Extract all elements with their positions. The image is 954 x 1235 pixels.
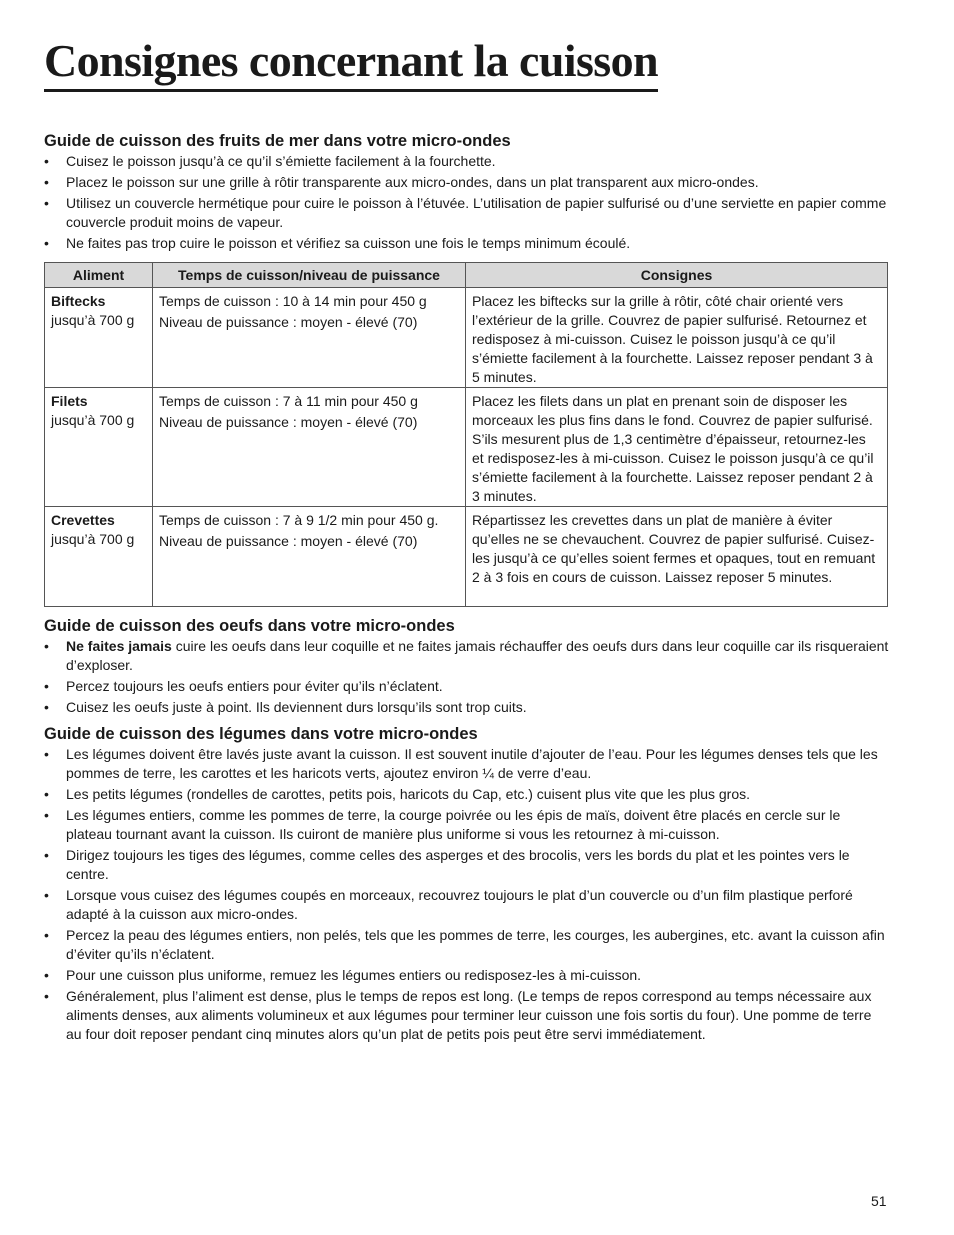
table-row <box>45 388 888 507</box>
bullet-dot: • <box>44 887 49 903</box>
list-item: • Utilisez un couvercle hermétique pour cuire le poisson à l’étuvée. L’utilisation de papier sulfurisé ou d’une serviette en papier comme couvercle produit moins de vapeur. <box>44 195 887 230</box>
list-item: • Lorsque vous cuisez des légumes coupés en morceaux, recouvrez toujours le plat d’un couvercle ou d’un film plastique perforé adapté à la cuisson aux micro-ondes. <box>44 887 853 922</box>
instructions-cell: Répartissez les crevettes dans un plat de manière à éviter qu’elles ne se chevauchent. Couvrez de papier sulfurisé. Cuisez-les jusqu’à ce qu’elles soient fermes et opaques, tout en remuant 2 à 3 fois en cours de cuisson. Laissez reposer 5 minutes. <box>466 507 888 607</box>
list-item: • Pour une cuisson plus uniforme, remuez les légumes entiers ou redisposez-les à mi-cuisson. <box>44 967 642 983</box>
bullet-dot: • <box>44 235 49 251</box>
seafood-cooking-table <box>44 262 888 607</box>
table-row <box>45 507 888 607</box>
seafood-bullet-list <box>44 152 890 255</box>
bullet-dot: • <box>44 638 49 654</box>
page-number: 51 <box>871 1193 887 1209</box>
time-cell <box>153 507 466 607</box>
food-name: Crevettes <box>51 512 115 528</box>
food-quantity: jusqu’à 700 g <box>51 412 135 428</box>
bullet-dot: • <box>44 195 49 211</box>
list-item: • Les légumes doivent être lavés juste avant la cuisson. Il est souvent inutile d’ajouter de l’eau. Pour les légumes denses tels que les pommes de terre, les carottes et les haricots verts, ajoutez environ ¼ de verre d’eau. <box>44 746 878 781</box>
food-name: Filets <box>51 393 88 409</box>
warning-emphasis: Ne faites jamais <box>66 638 172 654</box>
list-item: • Placez le poisson sur une grille à rôtir transparente aux micro-ondes, dans un plat transparent aux micro-ondes. <box>44 174 759 190</box>
bullet-dot: • <box>44 807 49 823</box>
bullet-dot: • <box>44 746 49 762</box>
column-header-time: Temps de cuisson/niveau de puissance <box>153 263 466 288</box>
bullet-dot: • <box>44 699 49 715</box>
list-item: • Cuisez le poisson jusqu’à ce qu’il s’émiette facilement à la fourchette. <box>44 153 496 169</box>
list-item: • Les petits légumes (rondelles de carottes, petits pois, haricots du Cap, etc.) cuisent plus vite que les plus gros. <box>44 786 751 802</box>
table-header-row <box>45 263 888 288</box>
bullet-dot: • <box>44 174 49 190</box>
time-cell <box>153 388 466 507</box>
bullet-dot: • <box>44 153 49 169</box>
column-header-instructions: Consignes <box>466 263 888 288</box>
cooking-time: Temps de cuisson : 10 à 14 min pour 450 g <box>159 293 427 309</box>
food-cell <box>45 507 153 607</box>
page-title: Consignes concernant la cuisson <box>44 33 658 92</box>
eggs-heading: Guide de cuisson des oeufs dans votre micro-ondes <box>44 617 455 635</box>
list-item: • Les légumes entiers, comme les pommes de terre, la courge poivrée ou les épis de maïs, doivent être placés en cercle sur le plateau tournant avant la cuisson. Ils cuiront de manière plus uniforme si vous les retournez à mi-cuisson. <box>44 807 841 842</box>
food-cell <box>45 388 153 507</box>
list-item: • Cuisez les oeufs juste à point. Ils deviennent durs lorsqu’ils sont trop cuits. <box>44 699 527 715</box>
table-row <box>45 288 888 388</box>
list-item: • Dirigez toujours les tiges des légumes, comme celles des asperges et des brocolis, vers les bords du plat et les pointes vers le centre. <box>44 847 850 882</box>
bullet-dot: • <box>44 988 49 1004</box>
list-item: • Généralement, plus l’aliment est dense, plus le temps de repos est long. (Le temps de repos correspond au temps nécessaire aux aliments denses, aux aliments volumineux et aux légumes pour terminer leur cuisson une fois sortis du four). Une pomme de terre au four doit reposer pendant cinq minutes alors qu’un plat de petits pois peut être servi immédiatement. <box>44 988 872 1042</box>
bullet-dot: • <box>44 678 49 694</box>
instructions-cell: Placez les biftecks sur la grille à rôtir, côté chair orienté vers l’extérieur de la grille. Couvrez de papier sulfurisé. Retournez et redisposez à mi-cuisson. Cuisez le poisson jusqu’à ce qu’il s’émiette facilement à la fourchette. Laissez reposer pendant 3 à 5 minutes. <box>466 288 888 388</box>
column-header-food: Aliment <box>45 263 153 288</box>
food-cell <box>45 288 153 388</box>
eggs-bullet-list <box>44 637 890 719</box>
power-level: Niveau de puissance : moyen - élevé (70) <box>159 314 418 330</box>
bullet-dot: • <box>44 967 49 983</box>
bullet-dot: • <box>44 786 49 802</box>
list-item: • Ne faites pas trop cuire le poisson et vérifiez sa cuisson une fois le temps minimum écoulé. <box>44 235 631 251</box>
bullet-dot: • <box>44 927 49 943</box>
food-name: Biftecks <box>51 293 106 309</box>
vegetables-bullet-list <box>44 745 890 1046</box>
food-quantity: jusqu’à 700 g <box>51 531 135 547</box>
list-item: • Ne faites jamais cuire les oeufs dans leur coquille et ne faites jamais réchauffer des oeufs durs dans leur coquille car ils risqueraient d’exploser. <box>44 638 889 673</box>
bullet-dot: • <box>44 847 49 863</box>
cooking-time: Temps de cuisson : 7 à 9 1/2 min pour 450 g. <box>159 512 439 528</box>
cooking-time: Temps de cuisson : 7 à 11 min pour 450 g <box>159 393 418 409</box>
time-cell <box>153 288 466 388</box>
list-item: • Percez toujours les oeufs entiers pour éviter qu’ils n’éclatent. <box>44 678 443 694</box>
list-item: • Percez la peau des légumes entiers, non pelés, tels que les pommes de terre, les courges, les aubergines, etc. avant la cuisson afin d’éviter qu’ils n’éclatent. <box>44 927 885 962</box>
seafood-heading: Guide de cuisson des fruits de mer dans votre micro-ondes <box>44 132 511 150</box>
food-quantity: jusqu’à 700 g <box>51 312 135 328</box>
instructions-cell: Placez les filets dans un plat en prenant soin de disposer les morceaux les plus fins dans le fond. Couvrez de papier sulfurisé. S’ils mesurent plus de 1,3 centimètre d’épaisseur, retournez-les et redisposez-les à mi-cuisson. Cuisez le poisson jusqu’à ce qu’il s’émiette facilement à la fourchette. Laissez reposer pendant 2 à 3 minutes. <box>466 388 888 507</box>
power-level: Niveau de puissance : moyen - élevé (70) <box>159 533 418 549</box>
power-level: Niveau de puissance : moyen - élevé (70) <box>159 414 418 430</box>
vegetables-heading: Guide de cuisson des légumes dans votre micro-ondes <box>44 725 478 743</box>
